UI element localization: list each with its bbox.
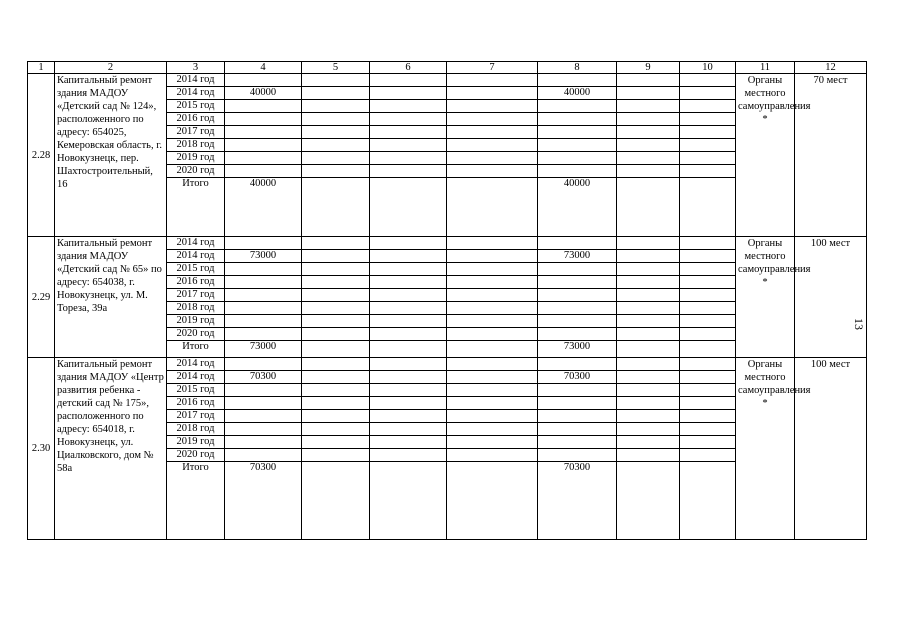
year-cell: 2019 год xyxy=(167,152,225,165)
empty-cell xyxy=(680,436,736,449)
page-number: 13 xyxy=(852,318,866,330)
amount-col8 xyxy=(538,276,617,289)
empty-cell xyxy=(680,328,736,341)
row-number: 2.28 xyxy=(28,74,55,237)
empty-cell xyxy=(370,423,447,436)
empty-cell xyxy=(447,462,538,540)
year-cell: 2015 год xyxy=(167,384,225,397)
empty-cell xyxy=(370,237,447,250)
amount-col8 xyxy=(538,100,617,113)
empty-cell xyxy=(370,276,447,289)
amount-col4 xyxy=(225,358,302,371)
empty-cell xyxy=(680,139,736,152)
amount-col8 xyxy=(538,302,617,315)
table-row xyxy=(28,358,867,371)
amount-col8 xyxy=(538,139,617,152)
total-col4: 70300 xyxy=(225,462,302,540)
amount-col4 xyxy=(225,436,302,449)
empty-cell xyxy=(680,384,736,397)
amount-col8 xyxy=(538,113,617,126)
empty-cell xyxy=(617,100,680,113)
amount-col8 xyxy=(538,449,617,462)
responsible-organ: Органы местного самоуправления * xyxy=(736,358,795,540)
empty-cell xyxy=(617,289,680,302)
empty-cell xyxy=(617,328,680,341)
empty-cell xyxy=(617,302,680,315)
empty-cell xyxy=(370,100,447,113)
empty-cell xyxy=(370,462,447,540)
empty-cell xyxy=(370,178,447,237)
empty-cell xyxy=(302,449,370,462)
empty-cell xyxy=(680,397,736,410)
places-count: 100 мест xyxy=(795,237,867,358)
empty-cell xyxy=(447,371,538,384)
year-cell: 2017 год xyxy=(167,289,225,302)
year-cell: 2016 год xyxy=(167,397,225,410)
empty-cell xyxy=(680,237,736,250)
empty-cell xyxy=(302,289,370,302)
year-cell: 2017 год xyxy=(167,410,225,423)
empty-cell xyxy=(370,139,447,152)
col-header: 2 xyxy=(55,62,167,74)
empty-cell xyxy=(302,139,370,152)
empty-cell xyxy=(617,423,680,436)
empty-cell xyxy=(447,384,538,397)
empty-cell xyxy=(370,371,447,384)
empty-cell xyxy=(447,263,538,276)
empty-cell xyxy=(370,397,447,410)
empty-cell xyxy=(447,358,538,371)
empty-cell xyxy=(370,384,447,397)
total-col4: 40000 xyxy=(225,178,302,237)
row-number: 2.30 xyxy=(28,358,55,540)
empty-cell xyxy=(447,250,538,263)
amount-col8 xyxy=(538,289,617,302)
empty-cell xyxy=(617,74,680,87)
year-cell: 2015 год xyxy=(167,100,225,113)
year-cell: 2014 год xyxy=(167,237,225,250)
empty-cell xyxy=(447,74,538,87)
empty-cell xyxy=(370,165,447,178)
year-cell: 2014 год xyxy=(167,87,225,100)
amount-col8 xyxy=(538,384,617,397)
empty-cell xyxy=(447,139,538,152)
amount-col4 xyxy=(225,126,302,139)
empty-cell xyxy=(302,341,370,358)
amount-col4: 70300 xyxy=(225,371,302,384)
row-number: 2.29 xyxy=(28,237,55,358)
empty-cell xyxy=(617,315,680,328)
empty-cell xyxy=(370,250,447,263)
empty-cell xyxy=(447,289,538,302)
amount-col8 xyxy=(538,315,617,328)
empty-cell xyxy=(617,449,680,462)
empty-cell xyxy=(370,341,447,358)
object-name: Капитальный ремонт здания МАДОУ «Детский сад № 65» по адресу: 654038, г. Новокузнецк, ул. М. Тореза, 39а xyxy=(55,237,167,358)
total-col8: 70300 xyxy=(538,462,617,540)
empty-cell xyxy=(447,423,538,436)
year-cell: 2019 год xyxy=(167,436,225,449)
empty-cell xyxy=(680,371,736,384)
empty-cell xyxy=(370,302,447,315)
empty-cell xyxy=(447,410,538,423)
empty-cell xyxy=(617,178,680,237)
year-cell: 2020 год xyxy=(167,165,225,178)
empty-cell xyxy=(617,139,680,152)
year-cell: 2018 год xyxy=(167,139,225,152)
total-col8: 40000 xyxy=(538,178,617,237)
empty-cell xyxy=(617,397,680,410)
col-header: 9 xyxy=(617,62,680,74)
empty-cell xyxy=(302,74,370,87)
amount-col4 xyxy=(225,263,302,276)
amount-col8 xyxy=(538,152,617,165)
table-row xyxy=(28,74,867,87)
amount-col4 xyxy=(225,165,302,178)
amount-col4 xyxy=(225,410,302,423)
total-label: Итого xyxy=(167,462,225,540)
empty-cell xyxy=(617,384,680,397)
empty-cell xyxy=(680,462,736,540)
empty-cell xyxy=(302,237,370,250)
amount-col8: 73000 xyxy=(538,250,617,263)
amount-col8 xyxy=(538,126,617,139)
empty-cell xyxy=(370,263,447,276)
empty-cell xyxy=(370,87,447,100)
total-label: Итого xyxy=(167,341,225,358)
empty-cell xyxy=(680,113,736,126)
empty-cell xyxy=(680,302,736,315)
empty-cell xyxy=(617,462,680,540)
empty-cell xyxy=(617,237,680,250)
object-name: Капитальный ремонт здания МАДОУ «Детский сад № 124», расположенного по адресу: 654025, Кемеровская область, г. Новокузнецк, пер. Шахтостроительный, 16 xyxy=(55,74,167,237)
col-header: 1 xyxy=(28,62,55,74)
empty-cell xyxy=(680,74,736,87)
empty-cell xyxy=(302,276,370,289)
year-cell: 2020 год xyxy=(167,449,225,462)
amount-col8 xyxy=(538,436,617,449)
empty-cell xyxy=(680,165,736,178)
year-cell: 2014 год xyxy=(167,371,225,384)
empty-cell xyxy=(680,100,736,113)
empty-cell xyxy=(302,100,370,113)
empty-cell xyxy=(617,371,680,384)
empty-cell xyxy=(302,113,370,126)
amount-col4 xyxy=(225,328,302,341)
empty-cell xyxy=(370,315,447,328)
empty-cell xyxy=(680,126,736,139)
empty-cell xyxy=(302,436,370,449)
responsible-organ: Органы местного самоуправления * xyxy=(736,74,795,237)
empty-cell xyxy=(302,152,370,165)
empty-cell xyxy=(617,410,680,423)
empty-cell xyxy=(302,423,370,436)
empty-cell xyxy=(447,276,538,289)
year-cell: 2014 год xyxy=(167,250,225,263)
empty-cell xyxy=(680,358,736,371)
amount-col4: 40000 xyxy=(225,87,302,100)
empty-cell xyxy=(447,449,538,462)
empty-cell xyxy=(370,74,447,87)
amount-col8 xyxy=(538,74,617,87)
empty-cell xyxy=(447,302,538,315)
empty-cell xyxy=(447,100,538,113)
amount-col4 xyxy=(225,237,302,250)
amount-col8 xyxy=(538,410,617,423)
responsible-organ: Органы местного самоуправления * xyxy=(736,237,795,358)
col-header: 10 xyxy=(680,62,736,74)
empty-cell xyxy=(447,87,538,100)
amount-col4 xyxy=(225,100,302,113)
amount-col8 xyxy=(538,237,617,250)
empty-cell xyxy=(447,165,538,178)
empty-cell xyxy=(447,126,538,139)
empty-cell xyxy=(680,341,736,358)
empty-cell xyxy=(302,302,370,315)
empty-cell xyxy=(370,328,447,341)
col-header: 3 xyxy=(167,62,225,74)
amount-col4 xyxy=(225,397,302,410)
amount-col4 xyxy=(225,384,302,397)
amount-col8: 70300 xyxy=(538,371,617,384)
empty-cell xyxy=(370,126,447,139)
empty-cell xyxy=(370,358,447,371)
empty-cell xyxy=(617,250,680,263)
empty-cell xyxy=(302,165,370,178)
year-cell: 2020 год xyxy=(167,328,225,341)
year-cell: 2014 год xyxy=(167,358,225,371)
amount-col4 xyxy=(225,139,302,152)
empty-cell xyxy=(302,178,370,237)
empty-cell xyxy=(617,341,680,358)
year-cell: 2017 год xyxy=(167,126,225,139)
empty-cell xyxy=(302,315,370,328)
empty-cell xyxy=(370,410,447,423)
empty-cell xyxy=(617,126,680,139)
amount-col4 xyxy=(225,289,302,302)
empty-cell xyxy=(447,436,538,449)
empty-cell xyxy=(302,250,370,263)
empty-cell xyxy=(680,87,736,100)
empty-cell xyxy=(370,449,447,462)
year-cell: 2015 год xyxy=(167,263,225,276)
year-cell: 2014 год xyxy=(167,74,225,87)
empty-cell xyxy=(302,263,370,276)
amount-col4 xyxy=(225,276,302,289)
col-header: 12 xyxy=(795,62,867,74)
amount-col4 xyxy=(225,449,302,462)
empty-cell xyxy=(680,315,736,328)
empty-cell xyxy=(302,397,370,410)
amount-col8 xyxy=(538,328,617,341)
year-cell: 2019 год xyxy=(167,315,225,328)
empty-cell xyxy=(680,152,736,165)
total-col4: 73000 xyxy=(225,341,302,358)
amount-col4 xyxy=(225,315,302,328)
empty-cell xyxy=(302,87,370,100)
col-header: 6 xyxy=(370,62,447,74)
empty-cell xyxy=(370,113,447,126)
empty-cell xyxy=(617,113,680,126)
empty-cell xyxy=(370,289,447,302)
empty-cell xyxy=(617,263,680,276)
col-header: 7 xyxy=(447,62,538,74)
year-cell: 2018 год xyxy=(167,302,225,315)
empty-cell xyxy=(617,87,680,100)
empty-cell xyxy=(680,449,736,462)
amount-col4: 73000 xyxy=(225,250,302,263)
amount-col4 xyxy=(225,423,302,436)
empty-cell xyxy=(447,178,538,237)
empty-cell xyxy=(302,126,370,139)
empty-cell xyxy=(680,263,736,276)
total-col8: 73000 xyxy=(538,341,617,358)
empty-cell xyxy=(302,358,370,371)
empty-cell xyxy=(447,237,538,250)
empty-cell xyxy=(447,397,538,410)
empty-cell xyxy=(447,113,538,126)
empty-cell xyxy=(370,152,447,165)
empty-cell xyxy=(617,358,680,371)
empty-cell xyxy=(617,436,680,449)
amount-col4 xyxy=(225,302,302,315)
amount-col8 xyxy=(538,165,617,178)
empty-cell xyxy=(370,436,447,449)
empty-cell xyxy=(302,328,370,341)
empty-cell xyxy=(680,276,736,289)
amount-col8 xyxy=(538,358,617,371)
empty-cell xyxy=(680,178,736,237)
empty-cell xyxy=(617,276,680,289)
empty-cell xyxy=(302,462,370,540)
col-header: 4 xyxy=(225,62,302,74)
empty-cell xyxy=(302,410,370,423)
empty-cell xyxy=(447,341,538,358)
empty-cell xyxy=(680,423,736,436)
table-row xyxy=(28,237,867,250)
amount-col4 xyxy=(225,113,302,126)
total-label: Итого xyxy=(167,178,225,237)
empty-cell xyxy=(617,165,680,178)
year-cell: 2016 год xyxy=(167,113,225,126)
empty-cell xyxy=(680,289,736,302)
header-row xyxy=(28,62,867,74)
col-header: 11 xyxy=(736,62,795,74)
places-count: 70 мест xyxy=(795,74,867,237)
col-header: 8 xyxy=(538,62,617,74)
amount-col4 xyxy=(225,152,302,165)
empty-cell xyxy=(447,152,538,165)
empty-cell xyxy=(302,371,370,384)
budget-table xyxy=(27,61,867,540)
year-cell: 2016 год xyxy=(167,276,225,289)
amount-col8 xyxy=(538,263,617,276)
empty-cell xyxy=(447,328,538,341)
empty-cell xyxy=(617,152,680,165)
amount-col8 xyxy=(538,423,617,436)
object-name: Капитальный ремонт здания МАДОУ «Центр развития ребенка - детский сад № 175», расположенного по адресу: 654018, г. Новокузнецк, ул. Циалковского, дом № 58а xyxy=(55,358,167,540)
empty-cell xyxy=(680,410,736,423)
empty-cell xyxy=(447,315,538,328)
year-cell: 2018 год xyxy=(167,423,225,436)
empty-cell xyxy=(680,250,736,263)
amount-col8: 40000 xyxy=(538,87,617,100)
col-header: 5 xyxy=(302,62,370,74)
amount-col4 xyxy=(225,74,302,87)
empty-cell xyxy=(302,384,370,397)
amount-col8 xyxy=(538,397,617,410)
places-count: 100 мест xyxy=(795,358,867,540)
